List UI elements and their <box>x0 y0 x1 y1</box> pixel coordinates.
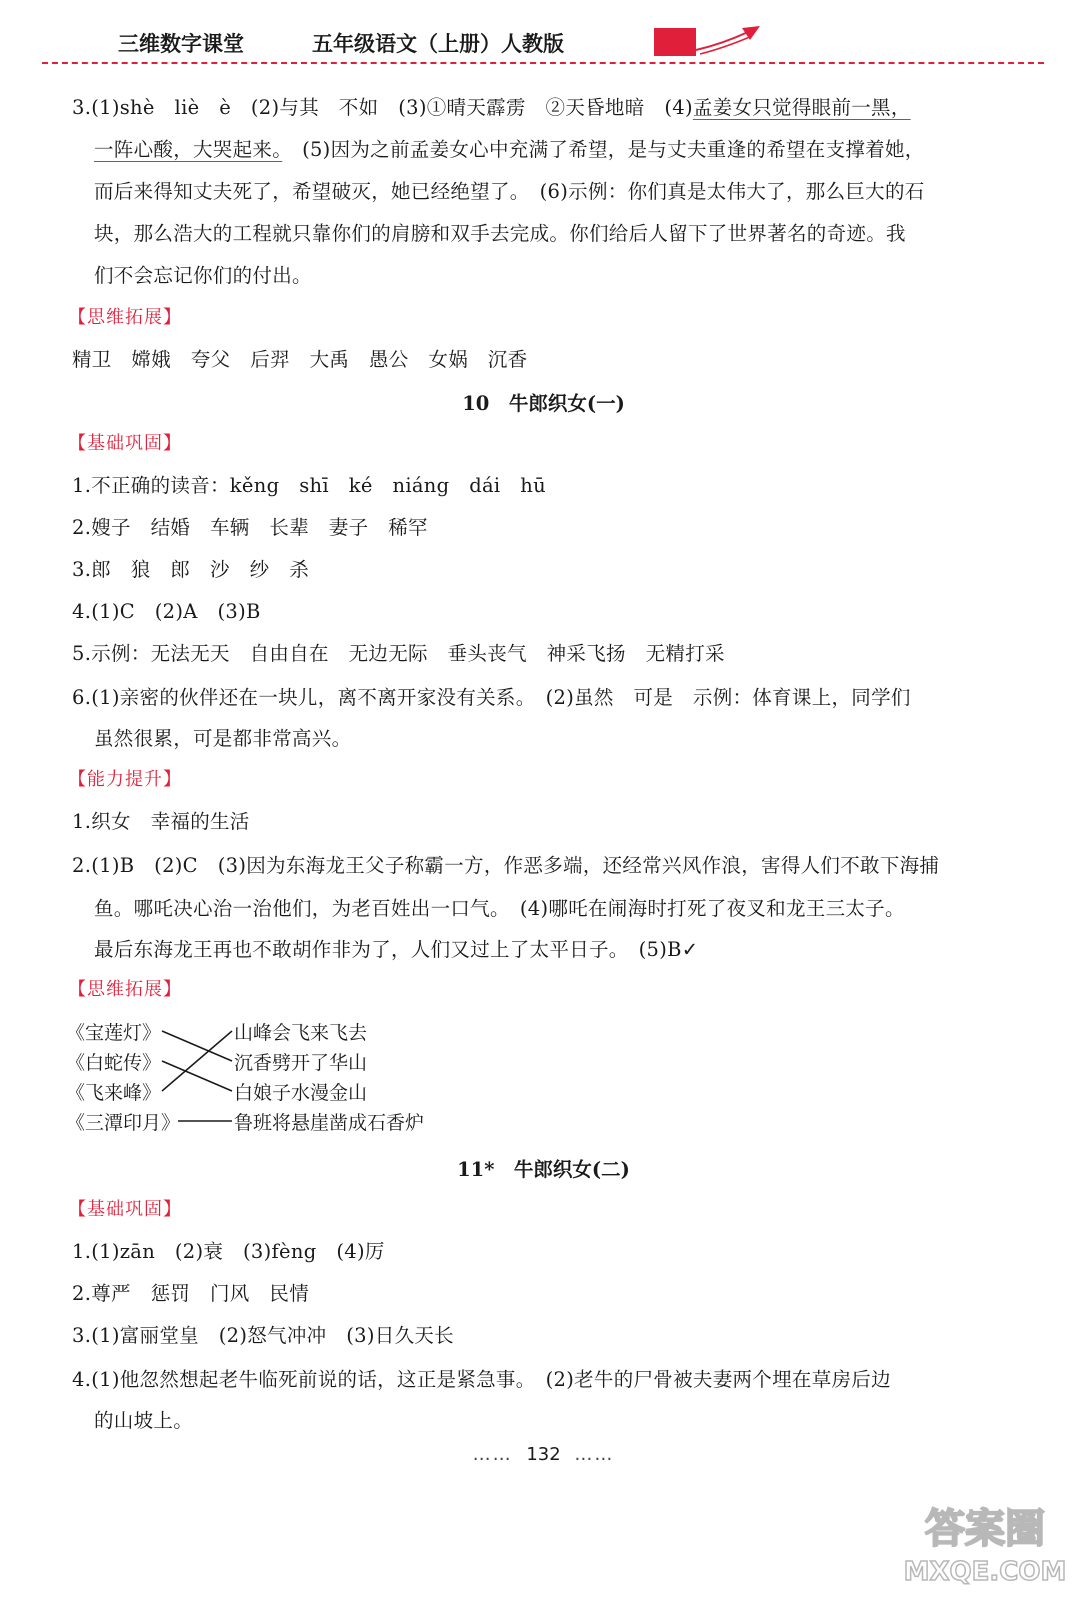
match-right-item: 山峰会飞来飞去 <box>234 1022 368 1044</box>
series-title: 三维数字课堂 <box>118 32 244 56</box>
answer-line: 2.(1)B (2)C (3)因为东海龙王父子称霸一方，作恶多端，还经常兴风作浪，害得人们不敢下海捕 <box>72 854 940 877</box>
answer-line: 鱼。哪吒决心治一治他们，为老百姓出一口气。 (4)哪吒在闹海时打死了夜叉和龙王三太子。 <box>94 897 905 920</box>
answer-line: 虽然很累，可是都非常高兴。 <box>94 727 352 750</box>
matching-diagram <box>66 1014 486 1139</box>
match-right-item: 白娘子水漫金山 <box>234 1082 368 1104</box>
answer-line: 一阵心酸，大哭起来。 (5)因为之前孟姜女心中充满了希望，是与丈夫重逢的希望在支撑着她， <box>94 138 925 161</box>
myth-names: 精卫 嫦娥 夸父 后羿 大禹 愚公 女娲 沉香 <box>72 348 528 371</box>
section-heading-basic: 【基础巩固】 <box>68 1199 182 1220</box>
answer-line: 的山坡上。 <box>94 1409 194 1432</box>
match-left-item: 《宝莲灯》 <box>66 1022 162 1044</box>
section-heading-thinking: 【思维拓展】 <box>68 307 182 328</box>
match-line <box>162 1061 232 1091</box>
watermark-url: MXQE.COM <box>903 1557 1067 1587</box>
answer-line: 5.示例：无法无天 自由自在 无边无际 垂头丧气 神采飞扬 无精打采 <box>72 642 725 665</box>
lesson-10-title: 10 牛郎织女(一) <box>462 392 625 415</box>
watermark-text: 答案圈 <box>925 1506 1045 1552</box>
answer-line: 1.(1)zān (2)衰 (3)fèng (4)厉 <box>72 1240 385 1263</box>
match-right-item: 沉香劈开了华山 <box>234 1052 368 1074</box>
answer-line: 3.(1)shè liè è (2)与其 不如 (3)①晴天霹雳 ②天昏地暗 (4)孟姜女只觉得眼前一黑， <box>72 96 911 119</box>
answer-line: 6.(1)亲密的伙伴还在一块儿，离不离开家没有关系。 (2)虽然 可是 示例：体育课上，同学们 <box>72 686 911 709</box>
section-heading-thinking: 【思维拓展】 <box>68 979 182 1000</box>
answer-line: 3.(1)富丽堂皇 (2)怒气冲冲 (3)日久天长 <box>72 1324 454 1347</box>
answer-line: 块，那么浩大的工程就只靠你们的肩膀和双手去完成。你们给后人留下了世界著名的奇迹。我 <box>94 222 906 245</box>
answer-line: 最后东海龙王再也不敢胡作非为了，人们又过上了太平日子。 (5)B✓ <box>94 938 699 961</box>
answer-line: 们不会忘记你们的付出。 <box>94 264 312 287</box>
page-header <box>0 0 1087 70</box>
watermark-logo-icon <box>900 1490 1070 1590</box>
match-left-item: 《三潭印月》 <box>66 1112 181 1134</box>
answer-line: 而后来得知丈夫死了，希望破灭，她已经绝望了。 (6)示例：你们真是太伟大了，那么巨大的石 <box>94 180 925 203</box>
answer-line: 1.织女 幸福的生活 <box>72 810 250 833</box>
section-heading-ability: 【能力提升】 <box>68 769 182 790</box>
match-left-item: 《白蛇传》 <box>66 1052 162 1074</box>
answer-line: 4.(1)C (2)A (3)B <box>72 600 261 623</box>
lesson-11-title: 11* 牛郎织女(二) <box>457 1158 630 1181</box>
section-heading-basic: 【基础巩固】 <box>68 433 182 454</box>
answer-line: 1.不正确的读音：kěng shī ké niáng dái hū <box>72 474 546 497</box>
answer-line: 2.嫂子 结婚 车辆 长辈 妻子 稀罕 <box>72 516 428 539</box>
book-title: 五年级语文（上册）人教版 <box>312 32 564 56</box>
match-line <box>162 1031 232 1091</box>
match-left-item: 《飞来峰》 <box>66 1082 162 1104</box>
match-line <box>162 1031 232 1061</box>
answer-line: 2.尊严 惩罚 门风 民情 <box>72 1282 310 1305</box>
answer-line: 3.郎 狼 郎 沙 纱 杀 <box>72 558 310 581</box>
page-number: …… 132 …… <box>472 1444 615 1465</box>
answer-line: 4.(1)他忽然想起老牛临死前说的话，这正是紧急事。 (2)老牛的尸骨被夫妻两个埋在草房后边 <box>72 1368 891 1391</box>
match-right-item: 鲁班将悬崖凿成石香炉 <box>234 1112 425 1134</box>
rocket-logo-icon <box>652 24 762 60</box>
header-divider <box>42 62 1044 64</box>
